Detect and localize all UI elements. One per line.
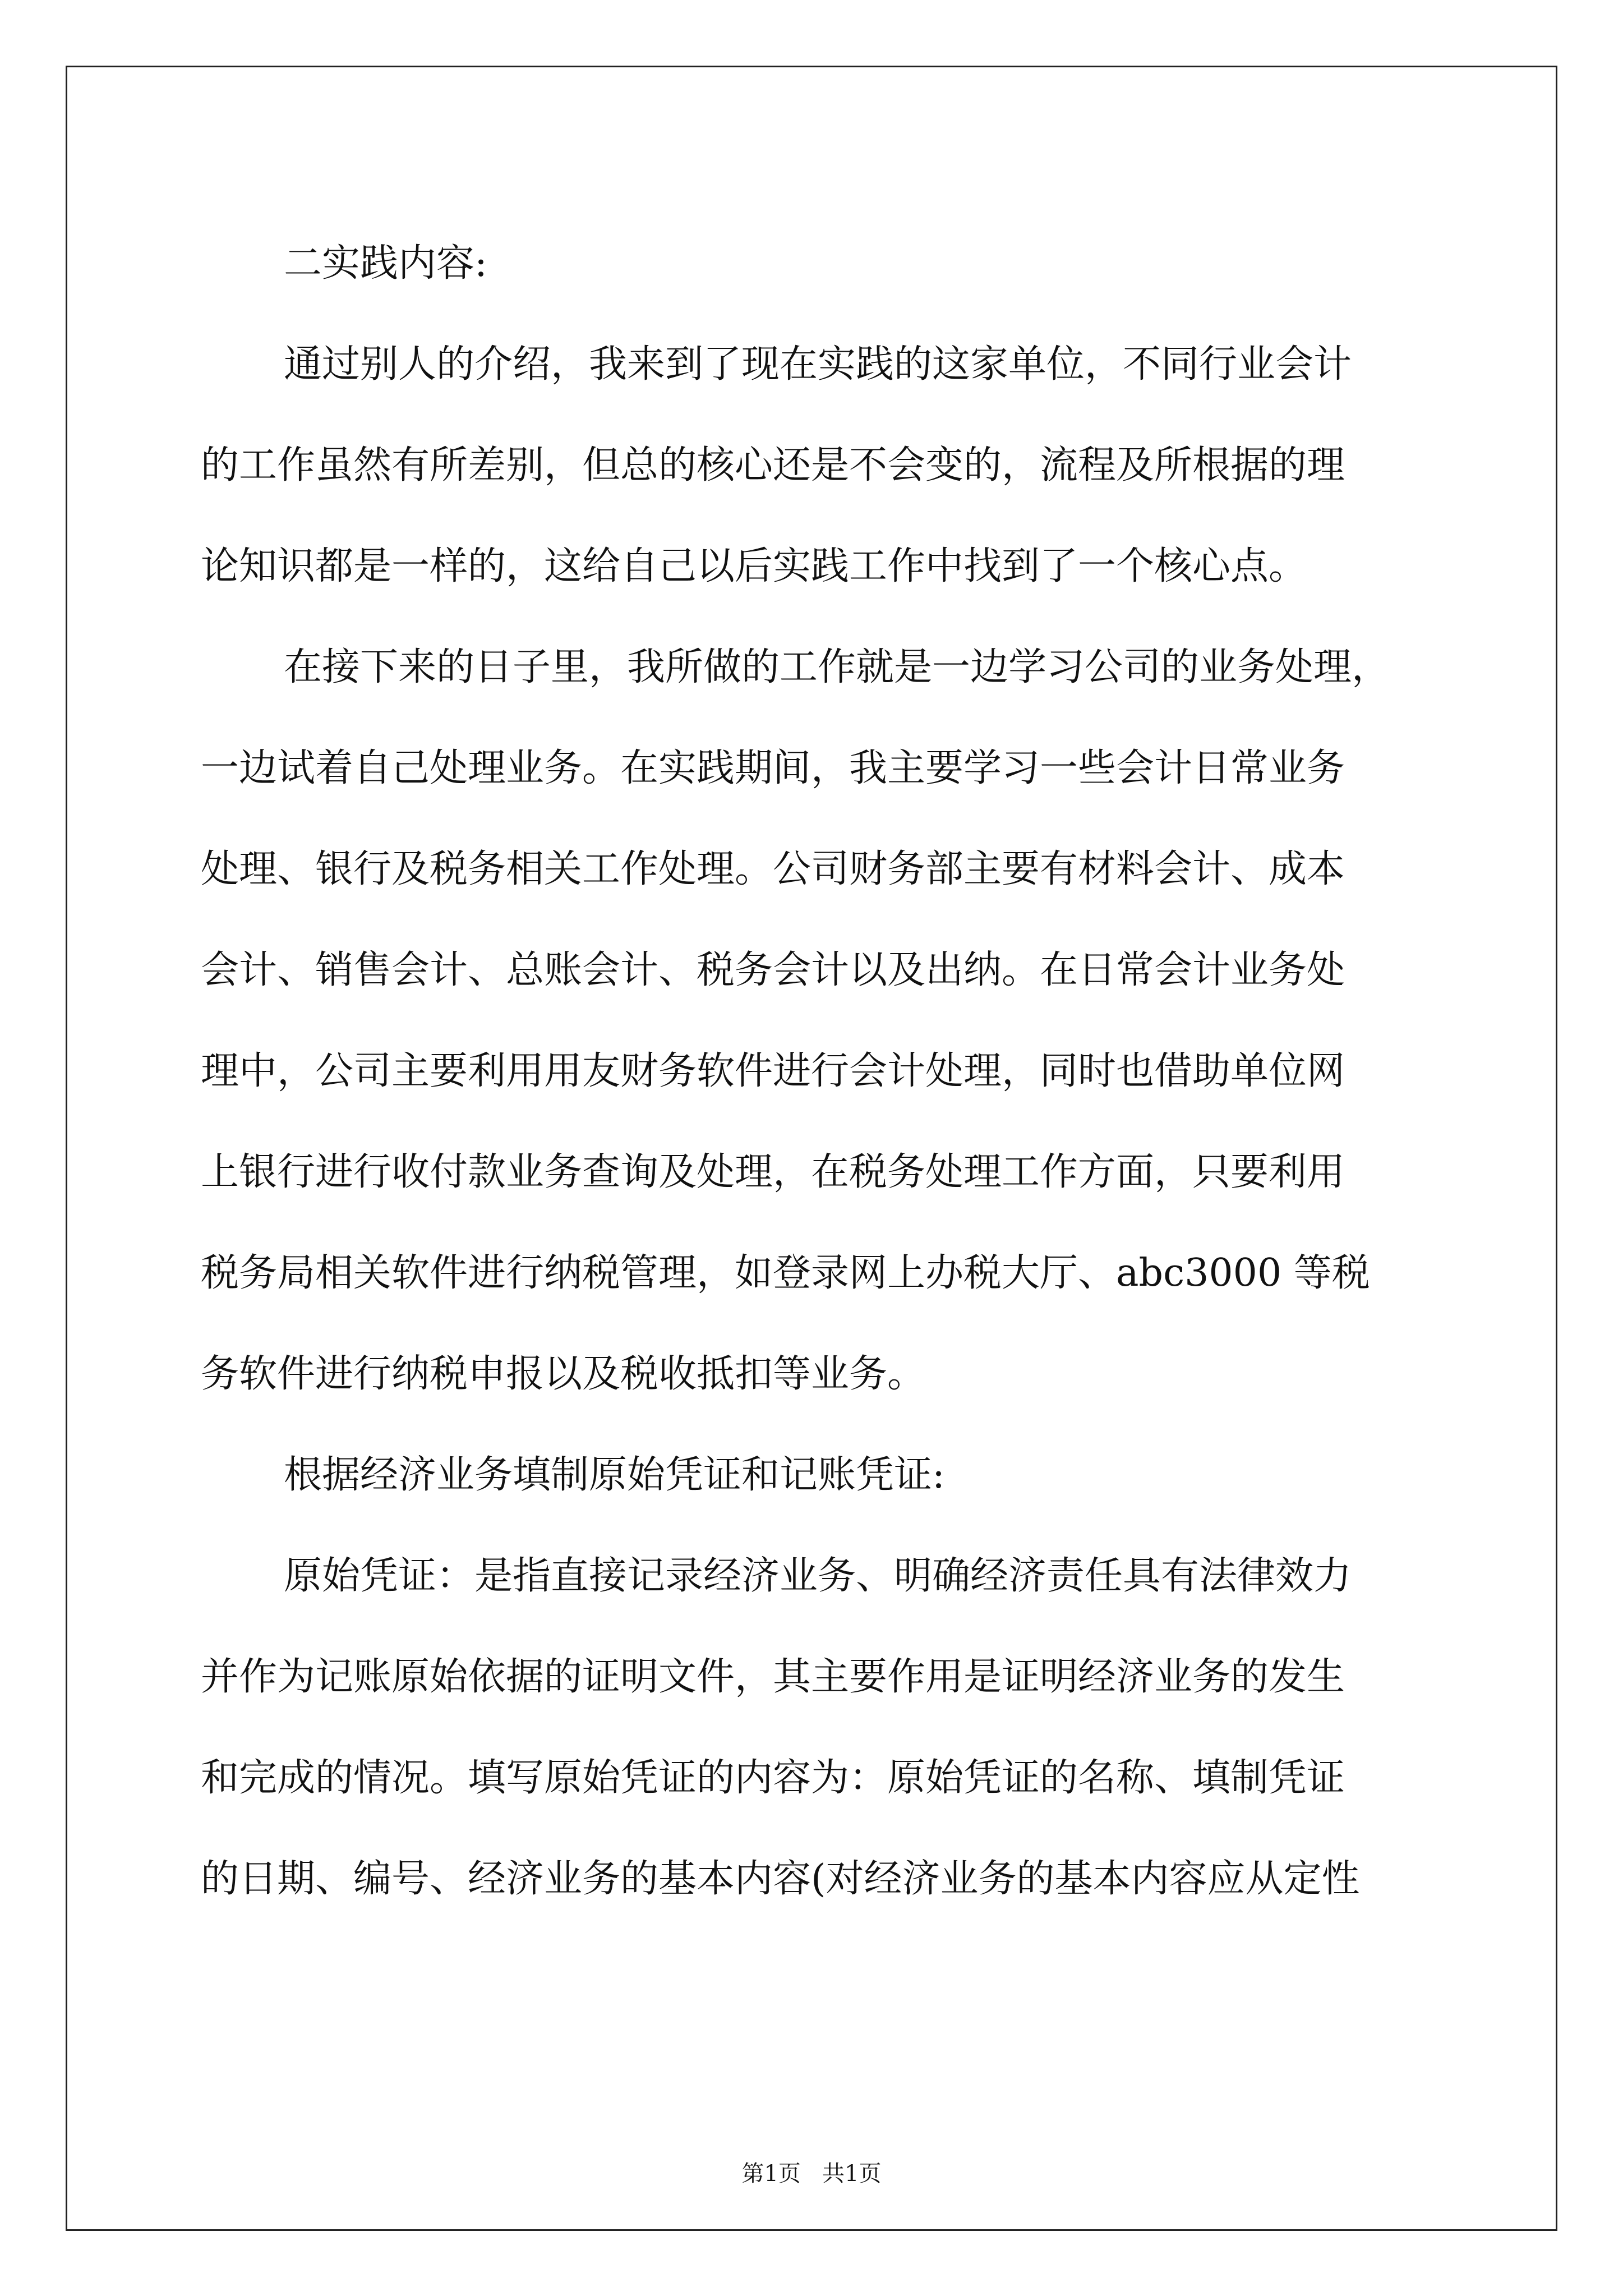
- text-line: 税务局相关软件进行纳税管理，如登录网上办税大厅、abc3000 等税: [201, 1251, 1370, 1295]
- text-line: 处理、银行及税务相关工作处理。公司财务部主要有材料会计、成本: [201, 847, 1345, 891]
- text-line: 并作为记账原始依据的证明文件，其主要作用是证明经济业务的发生: [201, 1655, 1345, 1699]
- text-line: 一边试着自己处理业务。在实践期间，我主要学习一些会计日常业务: [201, 746, 1345, 790]
- text-line: 通过别人的介绍，我来到了现在实践的这家单位，不同行业会计: [284, 342, 1352, 386]
- text-line: 理中，公司主要利用用友财务软件进行会计处理，同时也借助单位网: [201, 1049, 1345, 1093]
- text-line: 根据经济业务填制原始凭证和记账凭证:: [284, 1453, 945, 1497]
- text-line: 的工作虽然有所差别，但总的核心还是不会变的，流程及所根据的理: [201, 443, 1345, 487]
- text-line: 会计、销售会计、总账会计、税务会计以及出纳。在日常会计业务处: [201, 948, 1345, 992]
- text-line: 在接下来的日子里，我所做的工作就是一边学习公司的业务处理，: [284, 645, 1390, 689]
- text-line: 原始凭证：是指直接记录经济业务、明确经济责任具有法律效力: [284, 1554, 1352, 1598]
- text-line: 的日期、编号、经济业务的基本内容(对经济业务的基本内容应从定性: [201, 1857, 1360, 1901]
- page-number-footer: 第1页 共1页: [741, 2161, 882, 2187]
- text-line: 务软件进行纳税申报以及税收抵扣等业务。: [201, 1352, 926, 1396]
- text-line: 二实践内容:: [284, 241, 487, 286]
- text-line: 上银行进行收付款业务查询及处理，在税务处理工作方面，只要利用: [201, 1150, 1345, 1194]
- text-line: 论知识都是一样的，这给自己以后实践工作中找到了一个核心点。: [201, 544, 1307, 588]
- text-line: 和完成的情况。填写原始凭证的内容为：原始凭证的名称、填制凭证: [201, 1756, 1345, 1800]
- document-body: [201, 213, 1429, 1930]
